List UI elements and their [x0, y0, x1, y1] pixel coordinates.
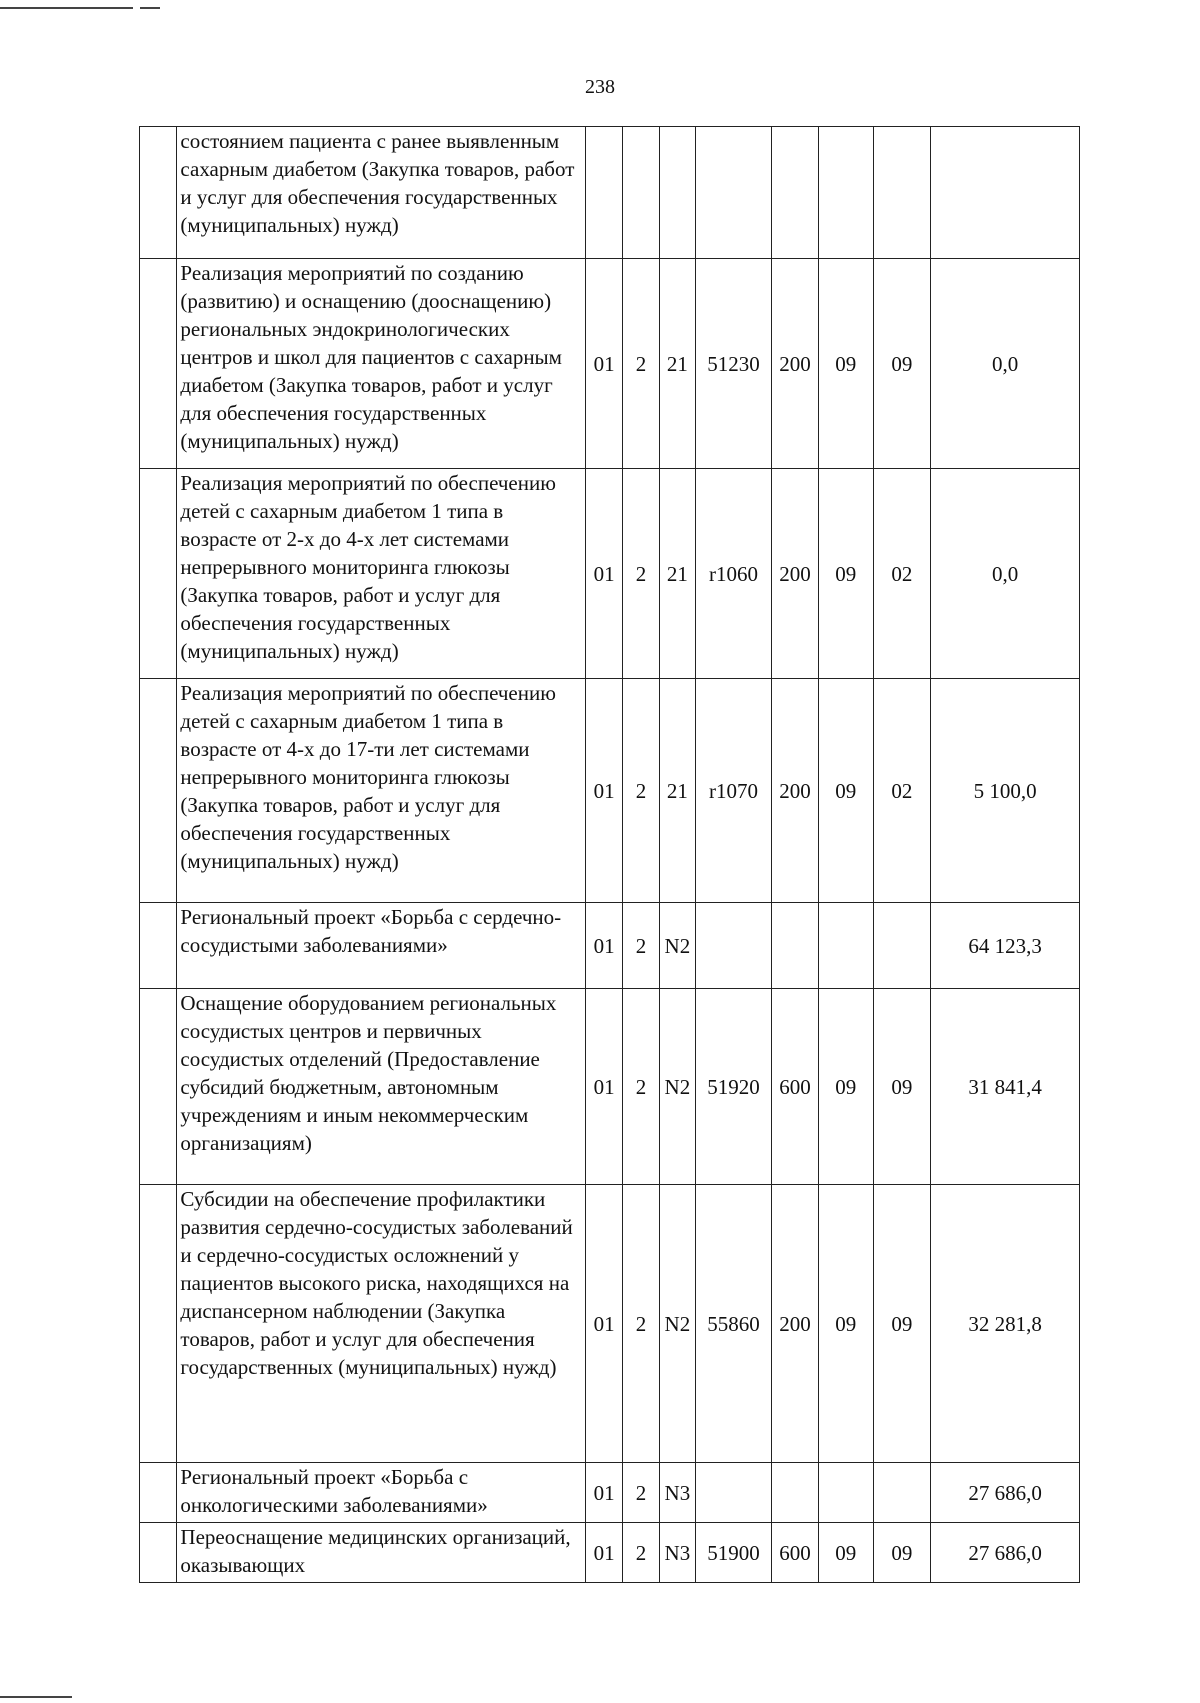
row-description: Региональный проект «Борьба с сердечно-сосудистыми заболеваниями» — [177, 903, 586, 989]
row-description: Реализация мероприятий по обеспечению детей с сахарным диабетом 1 типа в возрасте от 4-х до 17-ти лет системами непрерывного мониторинга глюкозы (Закупка товаров, работ и услуг для обеспечения государственных (муниципальных) нужд) — [177, 679, 586, 903]
direction-code: 51900 — [696, 1523, 772, 1583]
table-row — [140, 679, 1080, 903]
subsection-code: 02 — [873, 469, 931, 679]
section-code — [819, 1463, 874, 1523]
subsection-code: 09 — [873, 989, 931, 1185]
expense-type-code: 600 — [771, 1523, 818, 1583]
row-number-cell — [140, 469, 177, 679]
direction-code — [696, 1463, 772, 1523]
amount-value: 64 123,3 — [931, 903, 1080, 989]
event-code: N2 — [659, 1185, 695, 1463]
amount-value: 27 686,0 — [931, 1523, 1080, 1583]
amount-value: 31 841,4 — [931, 989, 1080, 1185]
scan-edge-line — [0, 1696, 72, 1698]
subprogram-code: 2 — [623, 903, 659, 989]
section-code: 09 — [819, 989, 874, 1185]
program-code — [585, 127, 622, 259]
expense-type-code: 200 — [771, 1185, 818, 1463]
row-description: Переоснащение медицинских организаций, оказывающих — [177, 1523, 586, 1583]
subprogram-code: 2 — [623, 469, 659, 679]
event-code: N2 — [659, 903, 695, 989]
expense-type-code: 200 — [771, 469, 818, 679]
table-row — [140, 469, 1080, 679]
table-row — [140, 1463, 1080, 1523]
subprogram-code: 2 — [623, 1463, 659, 1523]
direction-code: r1060 — [696, 469, 772, 679]
subprogram-code: 2 — [623, 679, 659, 903]
expense-type-code: 200 — [771, 679, 818, 903]
page-number: 238 — [585, 76, 615, 98]
row-description: Оснащение оборудованием региональных сосудистых центров и первичных сосудистых отделений (Предоставление субсидий бюджетным, автономным учреждениям и иным некоммерческим организациям) — [177, 989, 586, 1185]
expense-type-code — [771, 903, 818, 989]
program-code: 01 — [585, 903, 622, 989]
subsection-code: 02 — [873, 679, 931, 903]
amount-value: 5 100,0 — [931, 679, 1080, 903]
subsection-code: 09 — [873, 259, 931, 469]
row-description: Реализация мероприятий по обеспечению детей с сахарным диабетом 1 типа в возрасте от 2-х до 4-х лет системами непрерывного мониторинга глюкозы (Закупка товаров, работ и услуг для обеспечения государственных (муниципальных) нужд) — [177, 469, 586, 679]
section-code: 09 — [819, 1523, 874, 1583]
direction-code: 55860 — [696, 1185, 772, 1463]
program-code: 01 — [585, 989, 622, 1185]
subprogram-code — [623, 127, 659, 259]
row-description: состоянием пациента с ранее выявленным сахарным диабетом (Закупка товаров, работ и услуг для обеспечения государственных (муниципальных) нужд) — [177, 127, 586, 259]
program-code: 01 — [585, 259, 622, 469]
direction-code — [696, 903, 772, 989]
row-description: Субсидии на обеспечение профилактики развития сердечно-сосудистых заболеваний и сердечно-сосудистых осложнений у пациентов высокого риска, находящихся на диспансерном наблюдении (Закупка товаров, работ и услуг для обеспечения государственных (муниципальных) нужд) — [177, 1185, 586, 1463]
table-row — [140, 259, 1080, 469]
event-code: 21 — [659, 679, 695, 903]
section-code: 09 — [819, 1185, 874, 1463]
program-code: 01 — [585, 469, 622, 679]
subprogram-code: 2 — [623, 259, 659, 469]
row-description: Региональный проект «Борьба с онкологическими заболеваниями» — [177, 1463, 586, 1523]
program-code: 01 — [585, 1463, 622, 1523]
section-code — [819, 127, 874, 259]
row-description: Реализация мероприятий по созданию (развитию) и оснащению (дооснащению) региональных эндокринологических центров и школ для пациентов с сахарным диабетом (Закупка товаров, работ и услуг для обеспечения государственных (муниципальных) нужд) — [177, 259, 586, 469]
expense-type-code: 600 — [771, 989, 818, 1185]
event-code: 21 — [659, 259, 695, 469]
subsection-code — [873, 903, 931, 989]
direction-code: 51920 — [696, 989, 772, 1185]
amount-value: 0,0 — [931, 469, 1080, 679]
expense-type-code — [771, 127, 818, 259]
expense-type-code — [771, 1463, 818, 1523]
row-number-cell — [140, 127, 177, 259]
event-code: N3 — [659, 1463, 695, 1523]
table-row — [140, 127, 1080, 259]
direction-code: 51230 — [696, 259, 772, 469]
row-number-cell — [140, 989, 177, 1185]
program-code: 01 — [585, 1523, 622, 1583]
amount-value: 0,0 — [931, 259, 1080, 469]
event-code: N3 — [659, 1523, 695, 1583]
event-code: 21 — [659, 469, 695, 679]
table-row — [140, 1523, 1080, 1583]
subsection-code: 09 — [873, 1523, 931, 1583]
row-number-cell — [140, 1185, 177, 1463]
direction-code: r1070 — [696, 679, 772, 903]
direction-code — [696, 127, 772, 259]
subsection-code — [873, 127, 931, 259]
scan-edge-line — [0, 7, 133, 9]
scan-edge-line — [140, 7, 160, 9]
program-code: 01 — [585, 679, 622, 903]
row-number-cell — [140, 1523, 177, 1583]
budget-table — [139, 126, 1080, 1583]
amount-value: 27 686,0 — [931, 1463, 1080, 1523]
row-number-cell — [140, 903, 177, 989]
event-code: N2 — [659, 989, 695, 1185]
section-code: 09 — [819, 679, 874, 903]
section-code — [819, 903, 874, 989]
row-number-cell — [140, 1463, 177, 1523]
table-row — [140, 989, 1080, 1185]
amount-value — [931, 127, 1080, 259]
subprogram-code: 2 — [623, 989, 659, 1185]
subprogram-code: 2 — [623, 1523, 659, 1583]
table-row — [140, 1185, 1080, 1463]
row-number-cell — [140, 679, 177, 903]
row-number-cell — [140, 259, 177, 469]
section-code: 09 — [819, 259, 874, 469]
section-code: 09 — [819, 469, 874, 679]
subprogram-code: 2 — [623, 1185, 659, 1463]
expense-type-code: 200 — [771, 259, 818, 469]
subsection-code: 09 — [873, 1185, 931, 1463]
table-row — [140, 903, 1080, 989]
amount-value: 32 281,8 — [931, 1185, 1080, 1463]
program-code: 01 — [585, 1185, 622, 1463]
subsection-code — [873, 1463, 931, 1523]
event-code — [659, 127, 695, 259]
